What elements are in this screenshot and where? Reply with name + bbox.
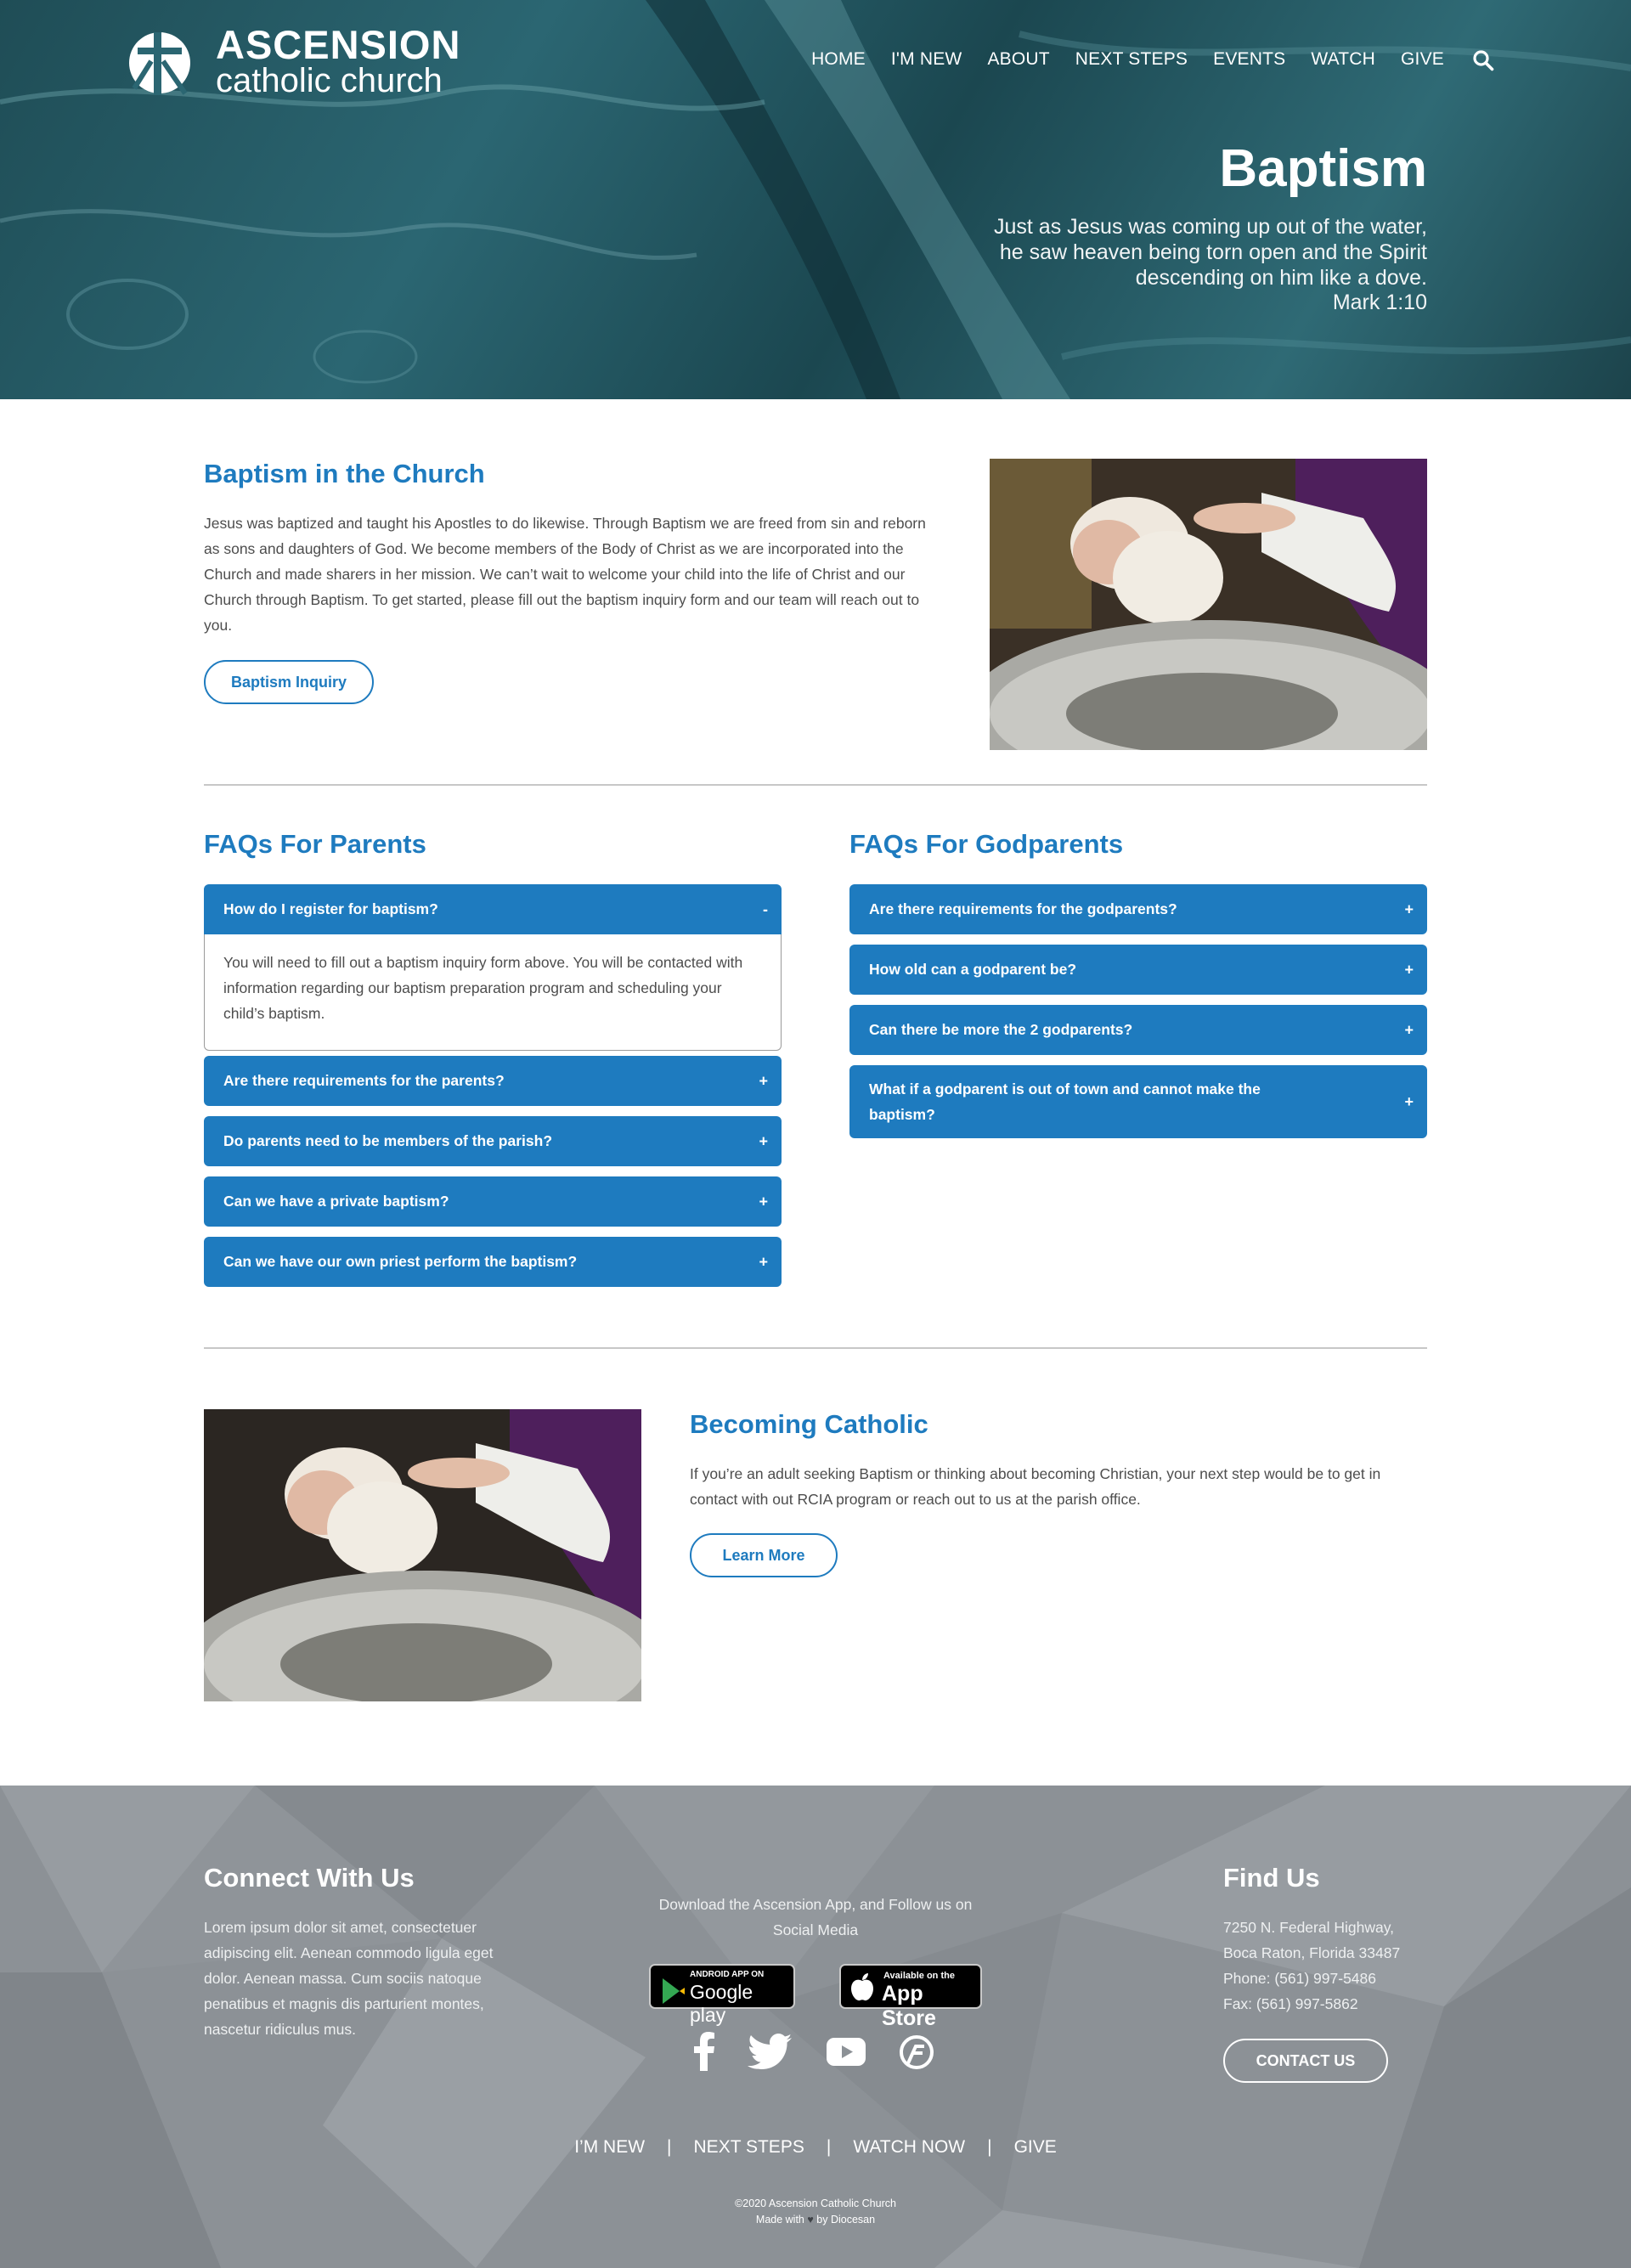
faq-question: Do parents need to be members of the parish? — [223, 1132, 553, 1149]
faq-item-godparent-age[interactable] — [849, 945, 1427, 995]
connect-heading: Connect With Us — [204, 1863, 415, 1893]
faq-item-godparent-count[interactable] — [849, 1005, 1427, 1055]
link-separator: | — [667, 2137, 672, 2157]
google-badge-big: Google play — [690, 1981, 753, 2026]
faq-question: Can we have our own priest perform the baptism? — [223, 1253, 578, 1270]
section-divider — [204, 784, 1427, 786]
google-play-icon — [659, 1977, 688, 2006]
intro-body: Jesus was baptized and taught his Apostles to do likewise. Through Baptism we are freed from sin and reborn as sons and daughters of God. We become members of the Body of Christ as we are incorporated into the Church and made sharers in her mission. We can’t wait to welcome your child into the life of Christ and our Church through Baptism. To get started, please fill out the baptism inquiry form and our team will reach out to you. — [204, 515, 926, 634]
intro-heading: Baptism in the Church — [204, 459, 485, 488]
app-download-text: Download the Ascension App, and Follow us on Social Media — [658, 1896, 973, 1938]
cross-logo-icon — [126, 27, 204, 95]
contact-us-button[interactable]: CONTACT US — [1223, 2039, 1388, 2083]
faq-item-parent-requirements[interactable] — [204, 1056, 782, 1106]
expand-toggle[interactable]: + — [759, 1253, 768, 1270]
church-logo[interactable] — [126, 22, 461, 99]
made-by-link[interactable]: by Diocesan — [816, 2214, 876, 2226]
faq-item-godparent-out-of-town[interactable] — [849, 1065, 1427, 1138]
google-play-badge[interactable] — [649, 1964, 795, 2026]
nav-home[interactable]: HOME — [811, 49, 866, 69]
apple-badge-small: Available on the — [883, 1971, 955, 1981]
address-line1: 7250 N. Federal Highway, — [1223, 1919, 1395, 1936]
logo-line2: catholic church — [216, 62, 443, 99]
link-separator: | — [987, 2137, 992, 2157]
nav-next-steps[interactable]: NEXT STEPS — [1075, 49, 1188, 69]
faq-question: Are there requirements for the parents? — [223, 1072, 505, 1089]
collapse-toggle[interactable]: - — [763, 900, 768, 917]
footer-link-next-steps[interactable]: NEXT STEPS — [693, 2137, 804, 2157]
expand-toggle[interactable]: + — [1404, 1093, 1414, 1110]
nav-about[interactable]: ABOUT — [987, 49, 1050, 69]
hero-quote: Just as Jesus was coming up out of the water, he saw heaven being torn open and the Spirit descending on him like a dove. — [994, 215, 1427, 290]
faq-item-private-baptism[interactable] — [204, 1176, 782, 1227]
find-us-heading: Find Us — [1223, 1863, 1320, 1893]
faq-parents-heading: FAQs For Parents — [204, 829, 426, 859]
faq-question: Can we have a private baptism? — [223, 1193, 449, 1210]
faq-item-parish-members[interactable] — [204, 1116, 782, 1166]
address-line2: Boca Raton, Florida 33487 — [1223, 1944, 1401, 1961]
faq-godparents-heading: FAQs For Godparents — [849, 829, 1124, 859]
becoming-catholic-photo — [204, 1409, 641, 1701]
faq-question: Are there requirements for the godparents? — [869, 900, 1177, 917]
app-store-badge[interactable] — [839, 1964, 982, 2030]
logo-line1: ASCENSION — [216, 22, 461, 67]
expand-toggle[interactable]: + — [1404, 1021, 1414, 1038]
phone-number[interactable]: Phone: (561) 997-5486 — [1223, 1970, 1376, 1987]
faq-answer: You will need to fill out a baptism inquiry form above. You will be contacted with information regarding our baptism preparation program and scheduling your child’s baptism. — [204, 934, 782, 1051]
section-divider — [204, 1347, 1427, 1349]
apple-badge-big: App Store — [882, 1982, 936, 2030]
expand-toggle[interactable]: + — [1404, 961, 1414, 978]
faq-question: How old can a godparent be? — [869, 961, 1077, 978]
nav-im-new[interactable]: I'M NEW — [890, 49, 962, 69]
footer-link-give[interactable]: GIVE — [1013, 2137, 1057, 2157]
page-title: Baptism — [1219, 139, 1427, 198]
becoming-catholic-heading: Becoming Catholic — [690, 1409, 928, 1439]
google-badge-small: ANDROID APP ON — [690, 1970, 765, 1979]
expand-toggle[interactable]: + — [759, 1072, 768, 1089]
footer-link-watch-now[interactable]: WATCH NOW — [853, 2137, 966, 2157]
link-separator: | — [826, 2137, 832, 2157]
faq-question: What if a godparent is out of town and cannot make the baptism? — [869, 1080, 1261, 1123]
connect-body: Lorem ipsum dolor sit amet, consectetuer adipiscing elit. Aenean commodo ligula eget dolor. Aenean massa. Cum sociis natoque penatibus et magnis dis parturient montes, nascetur ridiculus mus. — [204, 1919, 494, 2038]
nav-events[interactable]: EVENTS — [1213, 49, 1286, 69]
main-nav — [811, 49, 1444, 70]
faq-item-own-priest[interactable] — [204, 1237, 782, 1287]
nav-give[interactable]: GIVE — [1401, 49, 1444, 69]
footer-links — [0, 2137, 1631, 2158]
heart-icon: ♥ — [807, 2214, 814, 2226]
hero-quote-reference: Mark 1:10 — [1332, 291, 1427, 314]
app-icon[interactable] — [899, 2034, 934, 2070]
faq-question: How do I register for baptism? — [223, 900, 438, 917]
hero-banner — [0, 0, 1631, 399]
footer-link-im-new[interactable]: I’M NEW — [574, 2137, 646, 2157]
faq-item-godparent-requirements[interactable] — [849, 884, 1427, 934]
baptism-photo — [990, 459, 1427, 750]
expand-toggle[interactable]: + — [759, 1132, 768, 1149]
made-with-text: Made with — [755, 2214, 804, 2226]
expand-toggle[interactable]: + — [759, 1193, 768, 1210]
twitter-icon[interactable] — [748, 2034, 792, 2069]
youtube-icon[interactable] — [827, 2038, 866, 2066]
faq-godparents-accordion — [849, 884, 1427, 1148]
search-icon[interactable] — [1472, 49, 1494, 71]
becoming-catholic-body: If you’re an adult seeking Baptism or thinking about becoming Christian, your next step would be to get in contact with out RCIA program or reach out to us at the parish office. — [690, 1465, 1381, 1508]
faq-item-register[interactable] — [204, 884, 782, 934]
faq-parents-accordion — [204, 884, 782, 1297]
expand-toggle[interactable]: + — [1404, 900, 1414, 917]
baptism-inquiry-button[interactable]: Baptism Inquiry — [204, 660, 374, 704]
fax-number: Fax: (561) 997-5862 — [1223, 1995, 1358, 2012]
copyright: ©2020 Ascension Catholic Church — [735, 2197, 896, 2209]
nav-watch[interactable]: WATCH — [1311, 49, 1376, 69]
apple-icon — [849, 1972, 875, 2003]
faq-question: Can there be more the 2 godparents? — [869, 1021, 1133, 1038]
facebook-icon[interactable] — [693, 2032, 715, 2071]
learn-more-button[interactable]: Learn More — [690, 1533, 838, 1577]
made-with-credit — [0, 2214, 1631, 2226]
